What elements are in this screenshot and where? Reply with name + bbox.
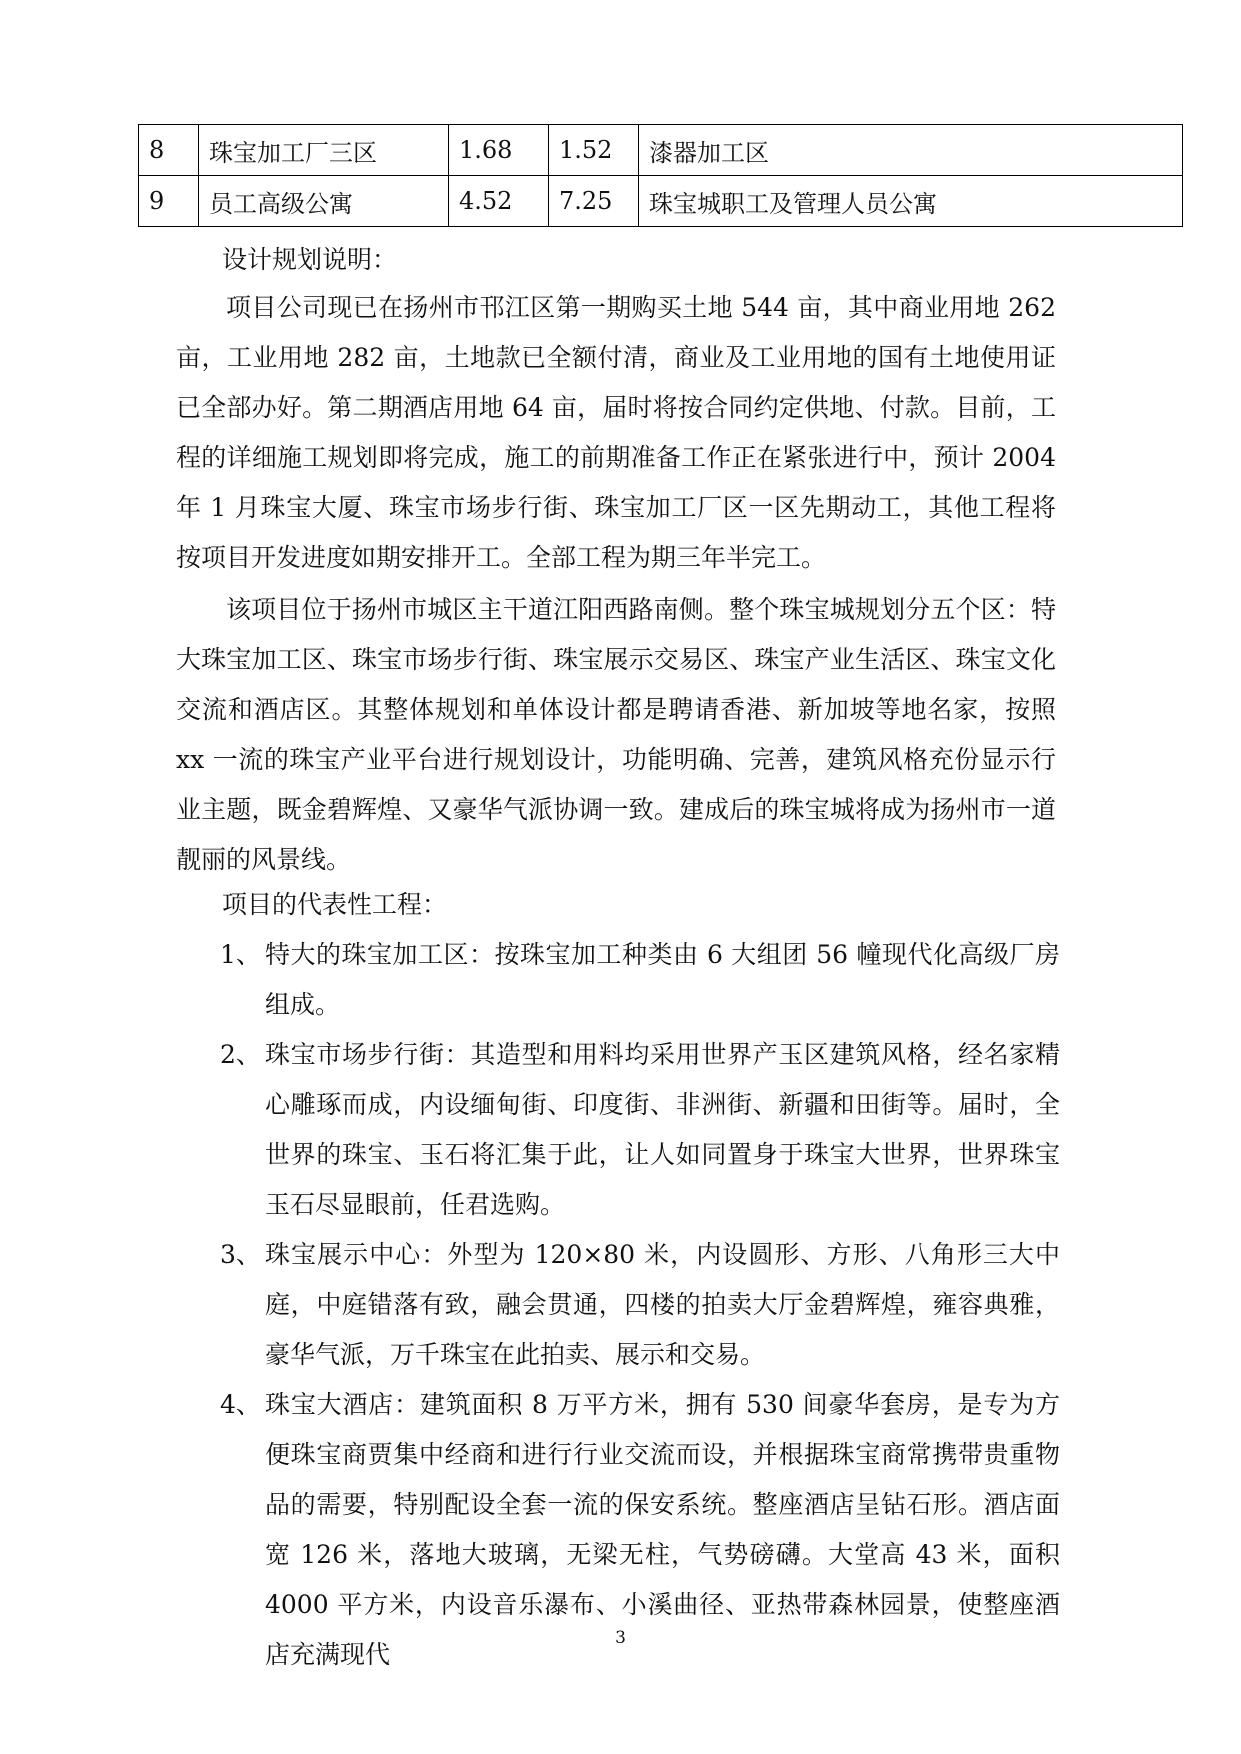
table-cell-value-b: 7.25 — [549, 176, 639, 227]
list-item-text: 珠宝大酒店：建筑面积 8 万平方米，拥有 530 间豪华套房，是专为方便珠宝商贾集中经商和进行行业交流而设，并根据珠宝商常携带贵重物品的需要，特别配设全套一流的保安系统。整座酒店呈钻石形。酒店面宽 126 米，落地大玻璃，无梁无柱，气势磅礴。大堂高 43 米，面积 4000 平方米，内设音乐瀑布、小溪曲径、亚热带森林园景，使整座酒店充满现代 — [265, 1390, 1060, 1669]
land-use-table — [138, 124, 1183, 227]
list-item-number: 4、 — [220, 1390, 261, 1419]
list-item-text: 珠宝市场步行街：其造型和用料均采用世界产玉区建筑风格，经名家精心雕琢而成，内设缅甸街、印度街、非洲街、新疆和田街等。届时，全世界的珠宝、玉石将汇集于此，让人如同置身于珠宝大世界，世界珠宝玉石尽显眼前，任君选购。 — [265, 1040, 1060, 1219]
table-cell-value-b: 1.52 — [549, 125, 639, 176]
table-cell-index: 8 — [139, 125, 199, 176]
page-number: 3 — [615, 1628, 626, 1648]
table-cell-index: 9 — [139, 176, 199, 227]
table-row — [139, 176, 1183, 227]
list-item-number: 2、 — [220, 1040, 261, 1069]
list-item — [220, 930, 1060, 1030]
table-row — [139, 125, 1183, 176]
list-item — [220, 1030, 1060, 1230]
list-item-text: 特大的珠宝加工区：按珠宝加工种类由 6 大组团 56 幢现代化高级厂房组成。 — [265, 940, 1060, 1019]
project-list — [220, 930, 1060, 1680]
paragraph-location: 该项目位于扬州市城区主干道江阳西路南侧。整个珠宝城规划分五个区：特大珠宝加工区、珠宝市场步行街、珠宝展示交易区、珠宝产业生活区、珠宝文化交流和酒店区。其整体规划和单体设计都是聘请香港、新加坡等地名家，按照 xx 一流的珠宝产业平台进行规划设计，功能明确、完善，建筑风格充份显示行业主题，既金碧辉煌、又豪华气派协调一致。建成后的珠宝城将成为扬州市一道靓丽的风景线。 — [176, 595, 1056, 874]
table-cell-value-a: 4.52 — [449, 176, 549, 227]
section-heading-projects: 项目的代表性工程： — [222, 890, 448, 919]
list-item — [220, 1230, 1060, 1380]
section-heading-design: 设计规划说明： — [222, 245, 398, 274]
paragraph-land-purchase: 项目公司现已在扬州市邗江区第一期购买土地 544 亩，其中商业用地 262 亩，工业用地 282 亩，土地款已全额付清，商业及工业用地的国有土地使用证已全部办好。第二期酒店用地 64 亩，届时将按合同约定供地、付款。目前，工程的详细施工规划即将完成，施工的前期准备工作正在紧张进行中，预计 2004 年 1 月珠宝大厦、珠宝市场步行街、珠宝加工厂区一区先期动工，其他工程将按项目开发进度如期安排开工。全部工程为期三年半完工。 — [176, 293, 1056, 572]
table-cell-value-a: 1.68 — [449, 125, 549, 176]
list-item-text: 珠宝展示中心：外型为 120×80 米，内设圆形、方形、八角形三大中庭，中庭错落有致，融会贯通，四楼的拍卖大厅金碧辉煌，雍容典雅，豪华气派，万千珠宝在此拍卖、展示和交易。 — [265, 1240, 1060, 1369]
table-cell-note: 珠宝城职工及管理人员公寓 — [639, 176, 1183, 227]
table-cell-note: 漆器加工区 — [639, 125, 1183, 176]
list-item-number: 3、 — [220, 1240, 261, 1269]
list-item-number: 1、 — [220, 940, 261, 969]
table-cell-name: 员工高级公寓 — [199, 176, 449, 227]
table-cell-name: 珠宝加工厂三区 — [199, 125, 449, 176]
